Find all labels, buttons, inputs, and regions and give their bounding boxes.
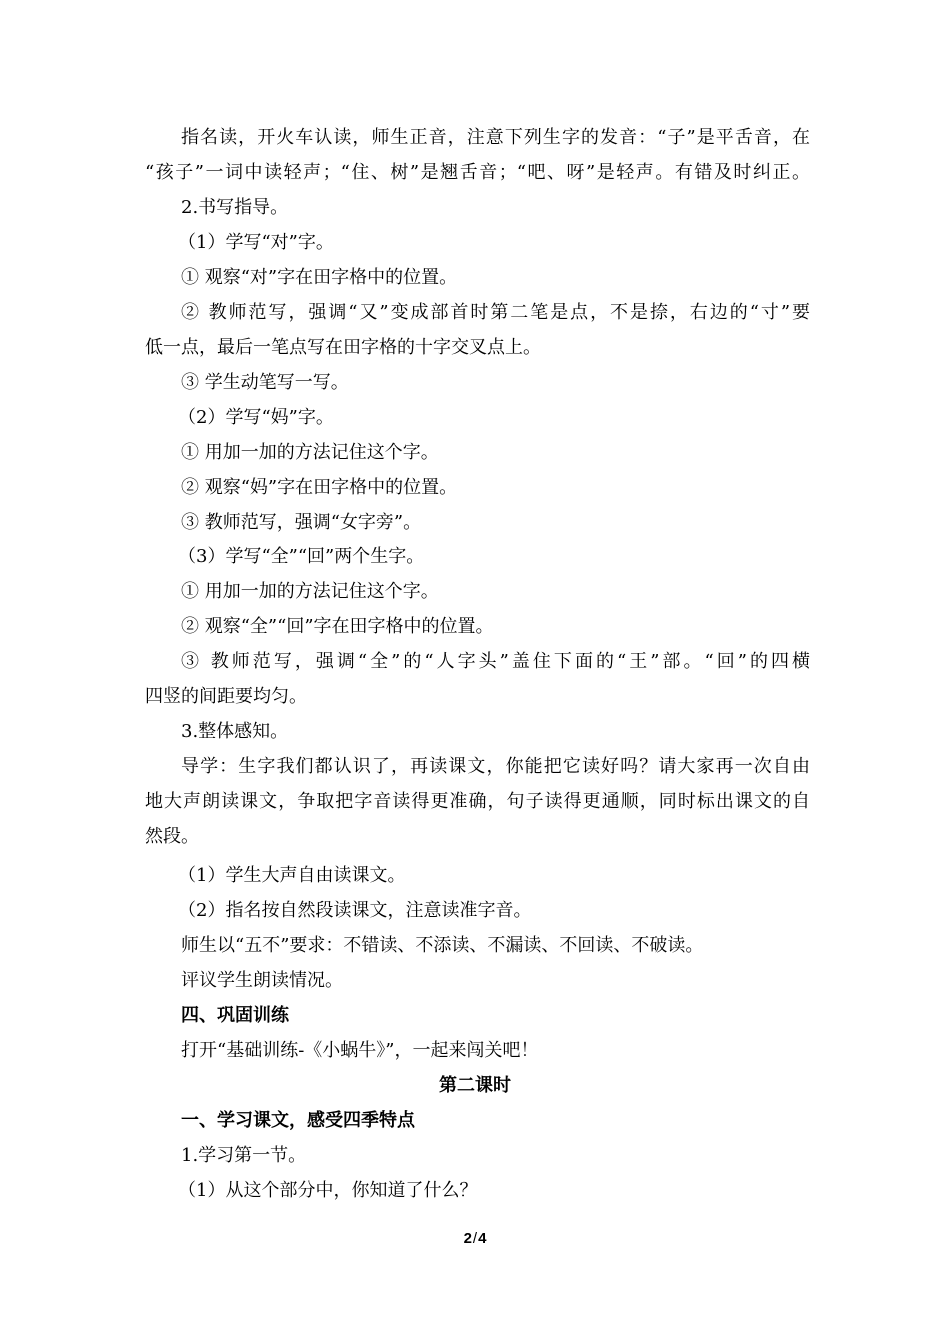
list-item: ② 观察“全”“回”字在田字格中的位置。	[181, 616, 494, 637]
paragraph-line: 评议学生朗读情况。	[181, 970, 343, 991]
section-heading: 四、巩固训练	[181, 1005, 289, 1026]
lesson-title: 第二课时	[439, 1075, 511, 1096]
paragraph-line: 师生以“五不”要求：不错读、不添读、不漏读、不回读、不破读。	[181, 935, 704, 956]
page-number	[0, 1230, 950, 1247]
section-heading: 3.整体感知。	[181, 721, 289, 742]
paragraph-line: “孩子”一词中读轻声；“住、树”是翘舌音；“吧、呀”是轻声。有错及时纠正。	[145, 162, 810, 183]
list-item: ② 教师范写，强调“又”变成部首时第二笔是点，不是捺，右边的“寸”要	[181, 302, 810, 323]
list-item: ③ 教师范写，强调“女字旁”。	[181, 512, 422, 533]
list-item: ③ 学生动笔写一写。	[181, 372, 349, 393]
list-item: ① 用加一加的方法记住这个字。	[181, 581, 439, 602]
paragraph-line: 导学：生字我们都认识了，再读课文，你能把它读好吗？请大家再一次自由	[181, 756, 810, 777]
list-item: ① 用加一加的方法记住这个字。	[181, 442, 439, 463]
list-item: ① 观察“对”字在田字格中的位置。	[181, 267, 458, 288]
list-item: ② 观察“妈”字在田字格中的位置。	[181, 477, 458, 498]
list-item: （1）从这个部分中，你知道了什么？	[178, 1180, 478, 1201]
paragraph-line: 打开“基础训练-《小蜗牛》”，一起来闯关吧！	[181, 1040, 539, 1061]
list-item: （2）指名按自然段读课文，注意读准字音。	[178, 900, 532, 921]
paragraph-line: 地大声朗读课文，争取把字音读得更准确，句子读得更通顺，同时标出课文的自	[145, 791, 810, 812]
total-pages: 4	[478, 1230, 487, 1247]
paragraph-line: 然段。	[145, 826, 199, 847]
section-heading: 一、学习课文，感受四季特点	[181, 1110, 415, 1131]
subsection-heading: （1）学写“对”字。	[178, 232, 334, 253]
current-page: 2	[463, 1230, 472, 1247]
paragraph-line: 指名读，开火车认读，师生正音，注意下列生字的发音：“子”是平舌音，在	[181, 127, 810, 148]
subsection-heading: （3）学写“全”“回”两个生字。	[178, 546, 425, 567]
list-item: （1）学生大声自由读课文。	[178, 865, 406, 886]
subsection-heading: （2）学写“妈”字。	[178, 407, 334, 428]
paragraph-line: 四竖的间距要均匀。	[145, 686, 307, 707]
section-heading: 2.书写指导。	[181, 197, 289, 218]
page-separator: /	[472, 1230, 478, 1247]
subsection-heading: 1.学习第一节。	[181, 1145, 307, 1166]
paragraph-line: 低一点，最后一笔点写在田字格的十字交叉点上。	[145, 337, 541, 358]
list-item: ③ 教师范写，强调“全”的“人字头”盖住下面的“王”部。“回”的四横	[181, 651, 810, 672]
